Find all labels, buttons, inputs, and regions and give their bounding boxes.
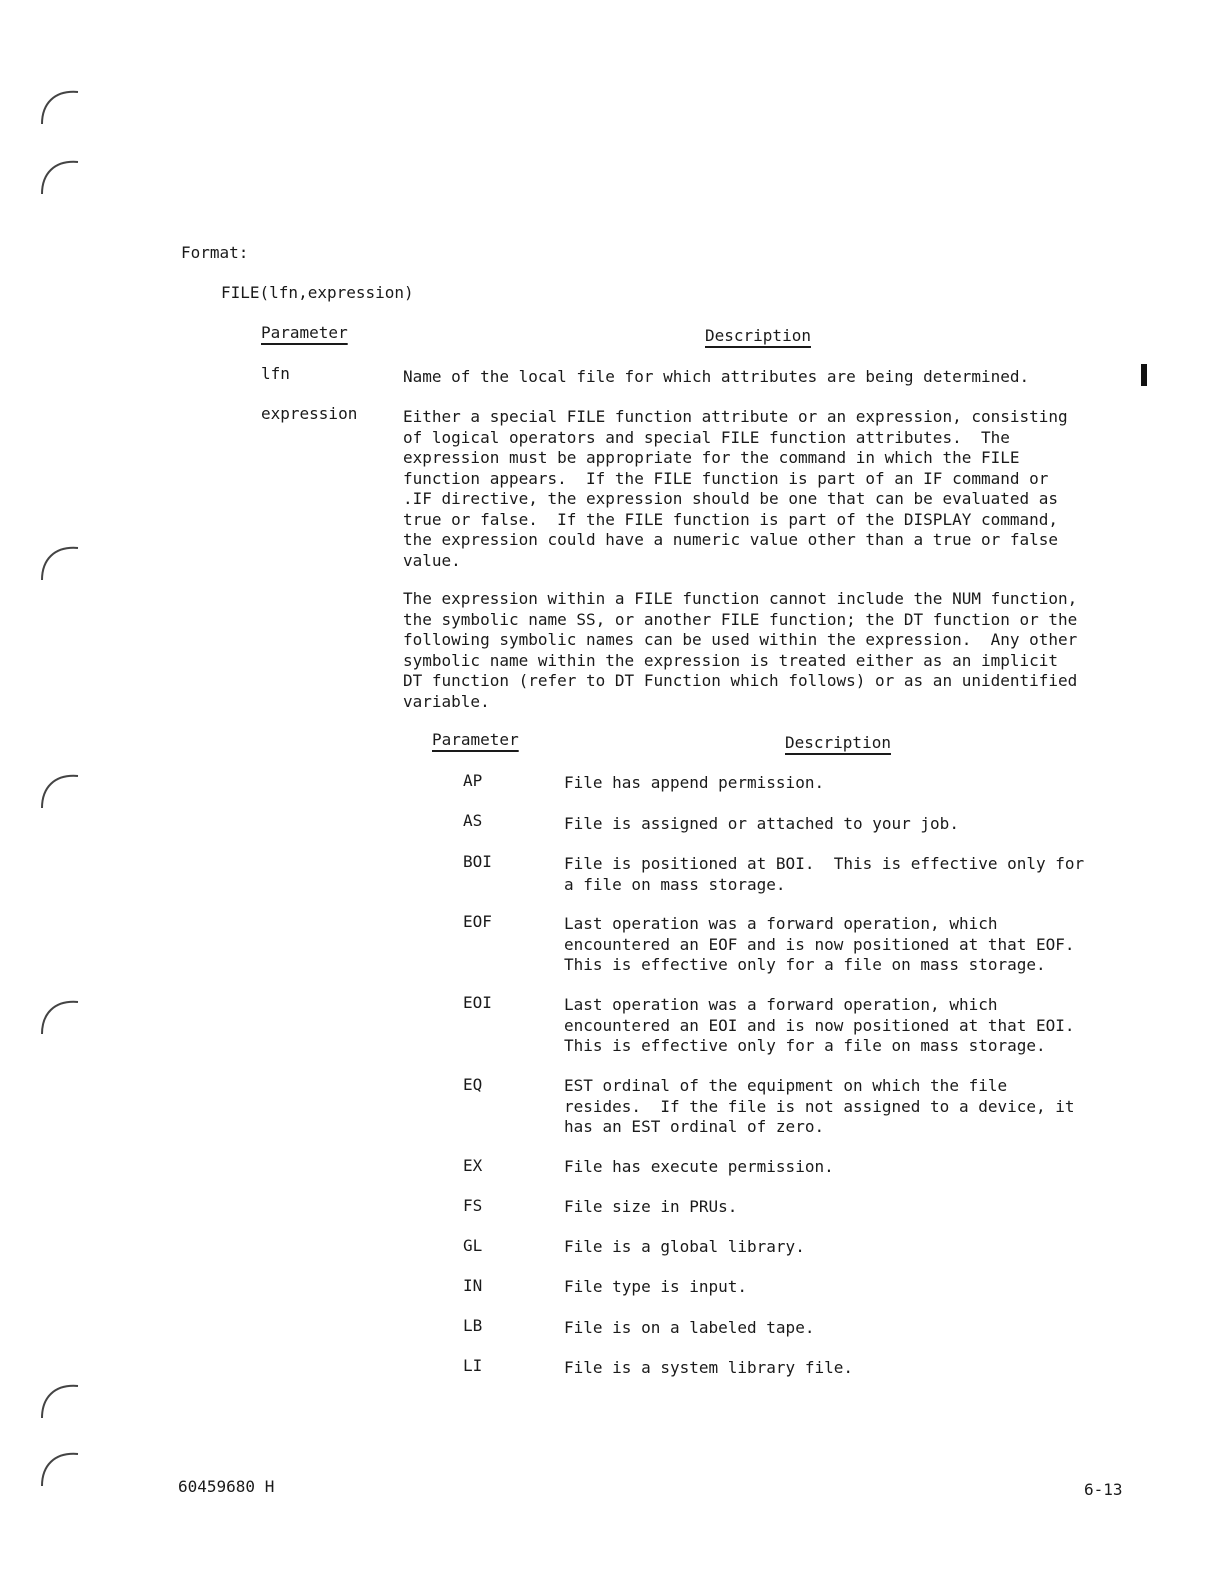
table1-header-description: Description: [705, 326, 811, 345]
punch-hole-icon: [36, 84, 84, 132]
table2-param: AP: [463, 771, 483, 790]
table2-param: EOI: [463, 993, 492, 1012]
punch-hole-icon: [36, 154, 84, 202]
table1-desc-lfn: Name of the local file for which attributes are being determined.: [403, 367, 1030, 386]
table2-desc: File is assigned or attached to your job.: [564, 814, 959, 833]
punch-hole-icon: [36, 1446, 84, 1494]
table2-desc: File has append permission.: [564, 773, 825, 792]
table2-desc: File type is input.: [564, 1277, 748, 1296]
table1-param-lfn: lfn: [261, 364, 290, 383]
table2-param: EOF: [463, 912, 492, 931]
punch-hole-icon: [36, 994, 84, 1042]
table2-param: EX: [463, 1156, 483, 1175]
format-label: Format:: [181, 243, 249, 262]
table2-header-parameter: Parameter: [432, 730, 519, 749]
table2-param: AS: [463, 811, 483, 830]
punch-hole-icon: [36, 768, 84, 816]
table2-desc: File has execute permission.: [564, 1157, 834, 1176]
table2-desc: File size in PRUs.: [564, 1197, 738, 1216]
punch-hole-icon: [36, 540, 84, 588]
table1-param-expression: expression: [261, 404, 358, 423]
table2-param: IN: [463, 1276, 483, 1295]
table2-param: FS: [463, 1196, 483, 1215]
change-bar: [1141, 364, 1147, 386]
table1-desc-expression: Either a special FILE function attribute or an expression, consisting of logical operators and special FILE function attributes. The expression must be appropriate for the command in which the FILE function appears. If the FILE function is part of an IF command or .IF directive, the expression should be one that can be evaluated as true or false. If the FILE function is part of the DISPLAY command, the expression could have a numeric value other than a true or false value.: [403, 407, 1068, 570]
table2-desc: File is positioned at BOI. This is effective only for a file on mass storage.: [564, 854, 1085, 894]
table2-desc: File is on a labeled tape.: [564, 1318, 815, 1337]
table2-desc: Last operation was a forward operation, which encountered an EOI and is now positioned at that EOI. This is effective only for a file on mass storage.: [564, 995, 1075, 1055]
table2-desc: File is a global library.: [564, 1237, 805, 1256]
table2-param: LI: [463, 1356, 483, 1375]
table1-header-parameter: Parameter: [261, 323, 348, 342]
table2-desc: Last operation was a forward operation, which encountered an EOF and is now positioned at that EOF. This is effective only for a file on mass storage.: [564, 914, 1075, 974]
footer-doc-number: 60459680 H: [178, 1477, 275, 1496]
expression-paragraph: The expression within a FILE function cannot include the NUM function, the symbolic name SS, or another FILE function; the DT function or the following symbolic names can be used within the expression. Any other symbolic name within the expression is treated either as an implicit DT function (refer to DT Function which follows) or as an unidentified variable.: [403, 589, 1078, 711]
table2-param: EQ: [463, 1075, 483, 1094]
table2-param: BOI: [463, 852, 492, 871]
footer-page-number: 6-13: [1084, 1480, 1123, 1499]
punch-hole-icon: [36, 1378, 84, 1426]
table2-param: LB: [463, 1316, 483, 1335]
table2-header-description: Description: [785, 733, 891, 752]
table2-desc: EST ordinal of the equipment on which the file resides. If the file is not assigned to a device, it has an EST ordinal of zero.: [564, 1076, 1075, 1136]
table2-param: GL: [463, 1236, 483, 1255]
syntax-line: FILE(lfn,expression): [221, 283, 414, 302]
table2-desc: File is a system library file.: [564, 1358, 853, 1377]
